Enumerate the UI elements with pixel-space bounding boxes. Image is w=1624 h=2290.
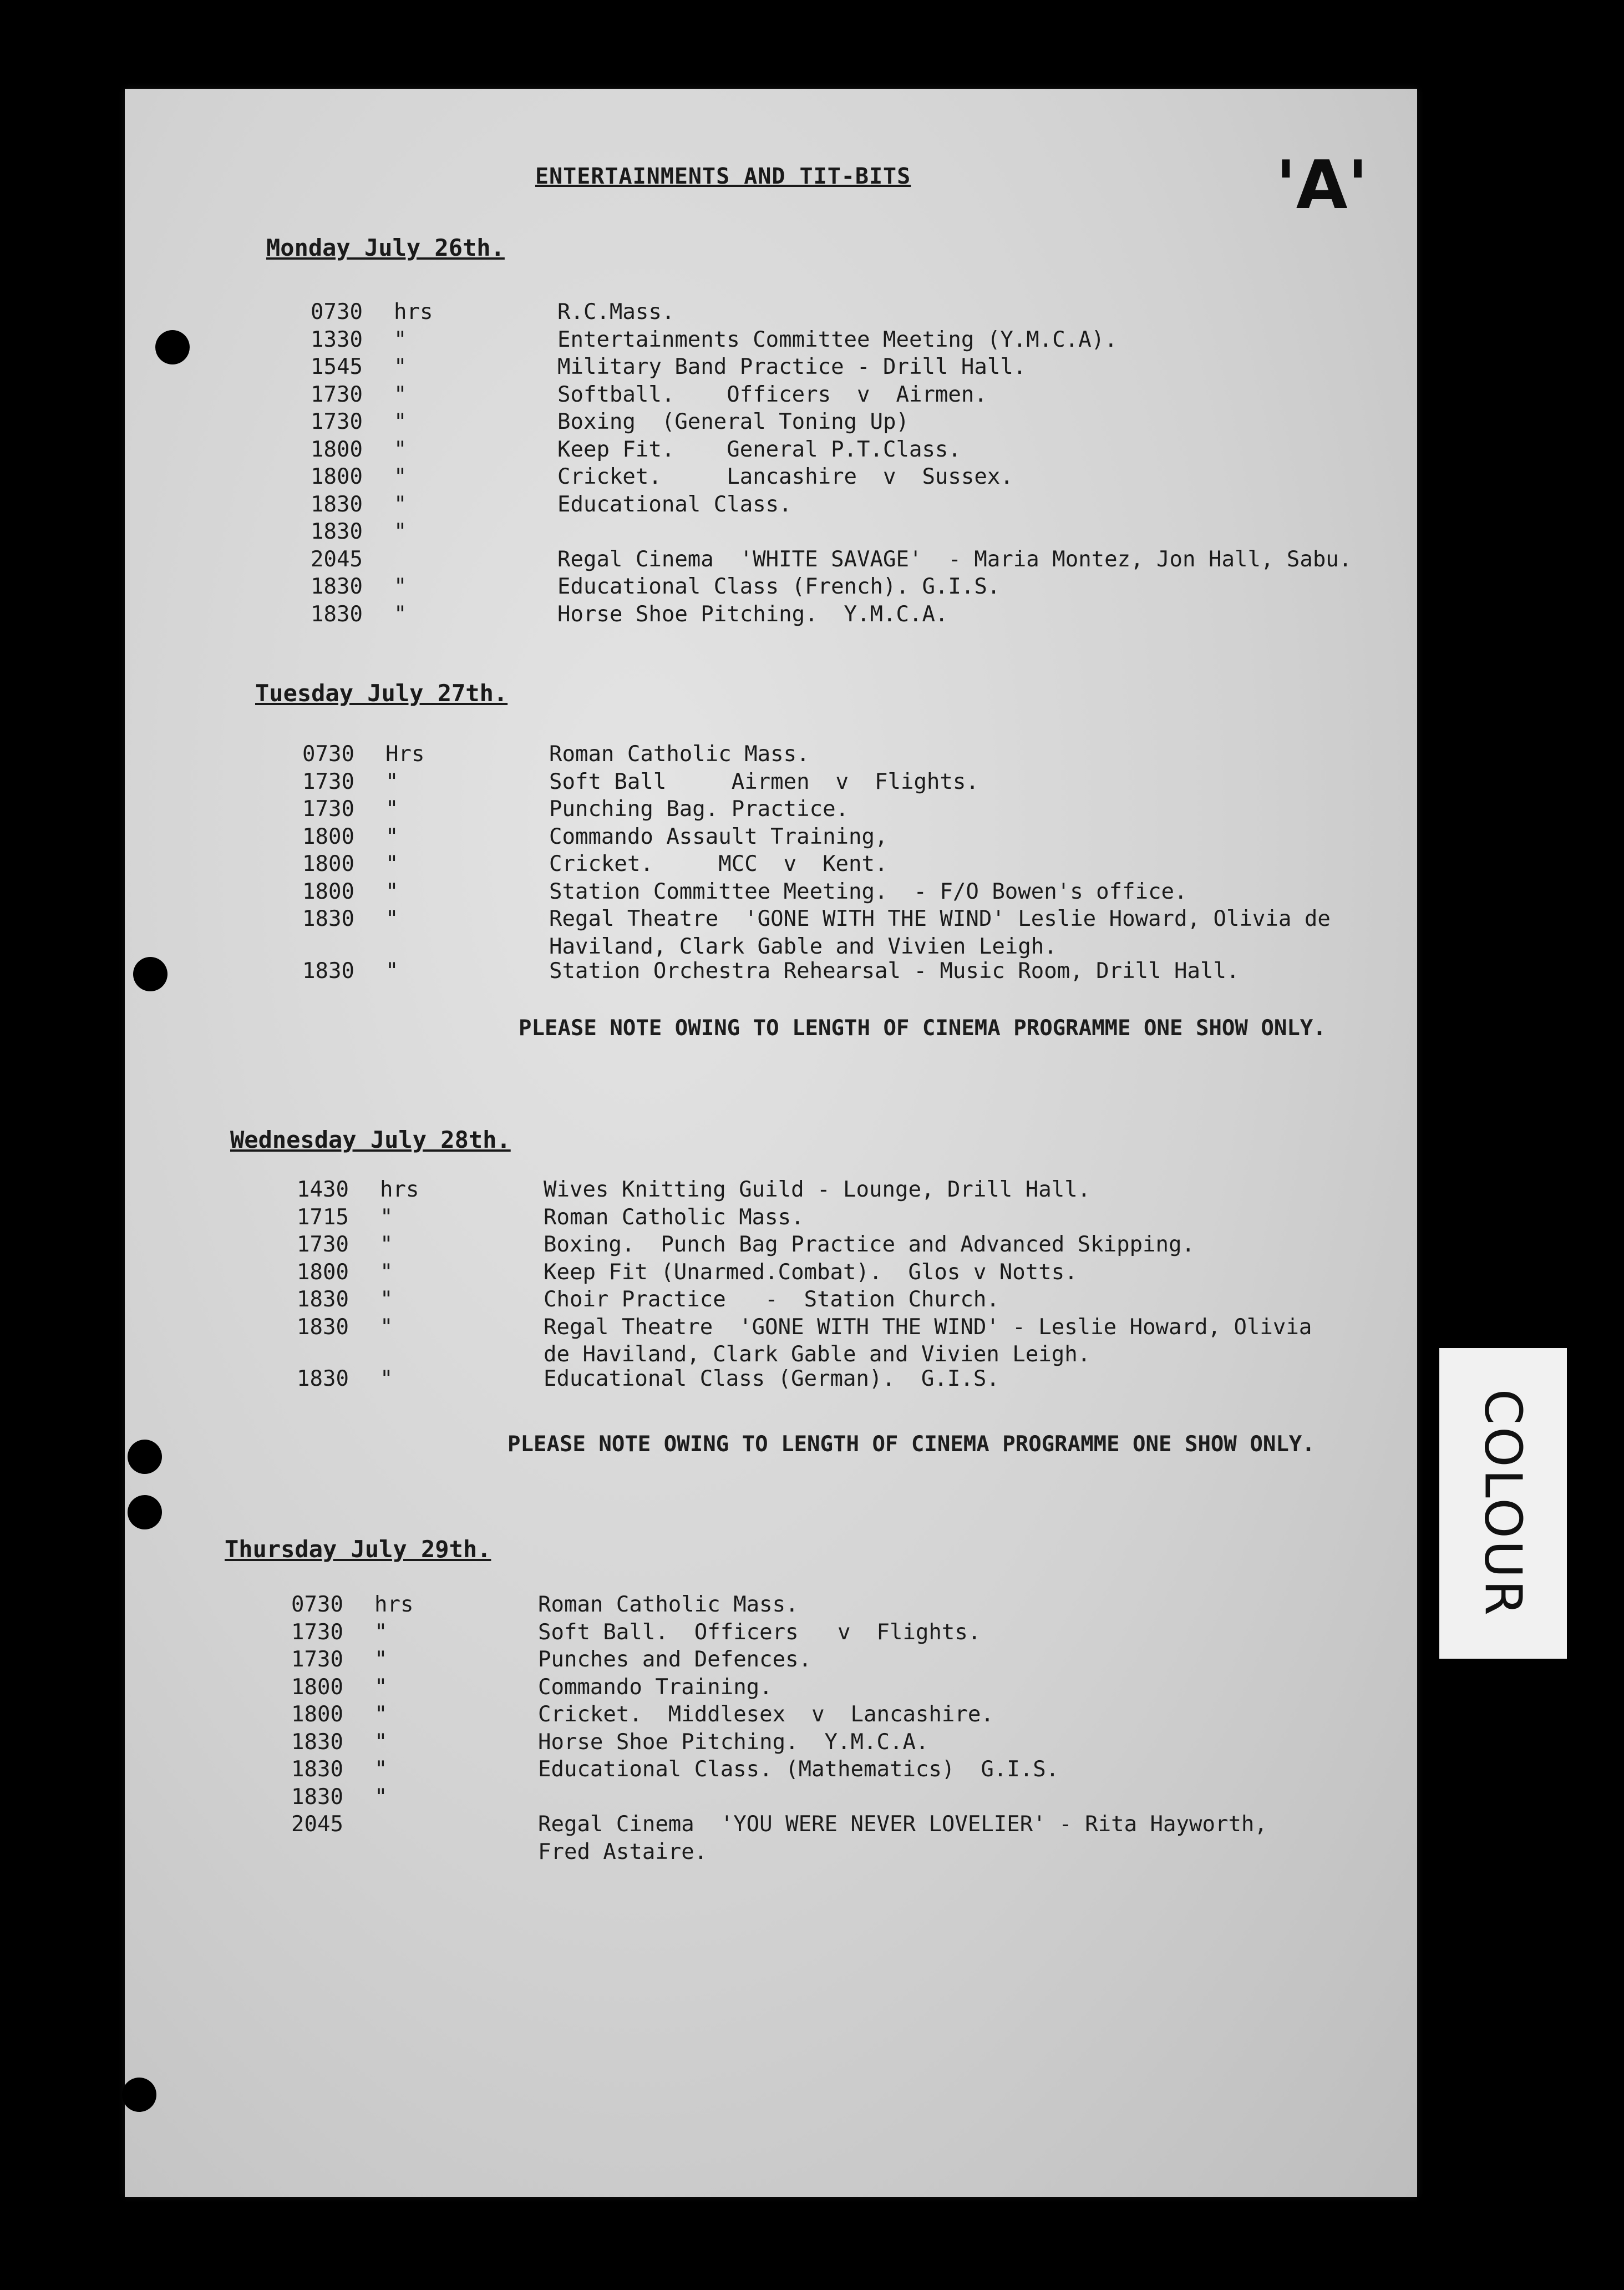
entry-event: Keep Fit. General P.T.Class. — [557, 437, 961, 462]
schedule-list-tuesday — [302, 742, 1331, 986]
entry-time: 1545 — [311, 354, 363, 379]
day-heading-monday: Monday July 26th. — [266, 234, 505, 261]
entry-event: Punching Bag. Practice. — [549, 797, 849, 822]
entry-unit: " — [380, 1232, 393, 1257]
entry-time: 1830 — [311, 492, 363, 517]
schedule-row — [297, 1366, 1312, 1394]
entry-event: Softball. Officers v Airmen. — [557, 382, 987, 407]
schedule-list-wednesday — [297, 1177, 1312, 1394]
entry-unit: " — [394, 519, 407, 544]
punch-hole — [122, 2078, 156, 2112]
schedule-row — [311, 300, 1352, 327]
entry-unit: " — [374, 1647, 388, 1672]
entry-event: Regal Theatre 'GONE WITH THE WIND' - Leslie Howard, Olivia — [544, 1314, 1312, 1340]
entry-unit: " — [374, 1619, 388, 1645]
entry-event: Cricket. MCC v Kent. — [549, 852, 888, 877]
entry-event: Soft Ball Airmen v Flights. — [549, 769, 979, 794]
entry-event: Cricket. Lancashire v Sussex. — [557, 464, 1013, 489]
entry-event: Entertainments Committee Meeting (Y.M.C.A). — [557, 327, 1118, 352]
schedule-row — [302, 769, 1331, 797]
entry-unit: " — [385, 852, 399, 877]
entry-event: Commando Training. — [538, 1674, 773, 1700]
entry-time: 1730 — [291, 1647, 343, 1672]
schedule-row — [311, 464, 1352, 492]
entry-event: Choir Practice - Station Church. — [544, 1287, 999, 1312]
colour-label-text: COLOUR — [1473, 1389, 1533, 1618]
schedule-row — [311, 327, 1352, 355]
entry-event: Regal Theatre 'GONE WITH THE WIND' Leslie Howard, Olivia de — [549, 906, 1331, 931]
entry-unit: " — [385, 958, 399, 984]
entry-event: Haviland, Clark Gable and Vivien Leigh. — [549, 934, 1057, 959]
schedule-row-continuation — [302, 934, 1331, 959]
schedule-list-monday — [311, 300, 1352, 629]
schedule-row — [311, 602, 1352, 630]
entry-unit: " — [385, 906, 399, 931]
entry-unit: " — [394, 601, 407, 627]
day-heading-tuesday: Tuesday July 27th. — [255, 680, 508, 707]
entry-time: 1830 — [291, 1757, 343, 1782]
day-heading-wednesday: Wednesday July 28th. — [230, 1126, 511, 1153]
schedule-row — [302, 959, 1331, 986]
entry-event: Regal Cinema 'YOU WERE NEVER LOVELIER' - Rita Hayworth, — [538, 1812, 1267, 1837]
entry-event: Roman Catholic Mass. — [549, 742, 810, 767]
entry-unit: hrs — [374, 1592, 414, 1617]
entry-unit: hrs — [394, 300, 433, 325]
punch-hole — [128, 1495, 162, 1529]
entry-time: 1830 — [302, 906, 354, 931]
schedule-row — [297, 1177, 1312, 1205]
entry-unit: " — [380, 1259, 393, 1285]
schedule-row — [311, 574, 1352, 602]
entry-time: 1800 — [291, 1702, 343, 1727]
entry-time: 1830 — [297, 1287, 349, 1312]
entry-event: Cricket. Middlesex v Lancashire. — [538, 1702, 994, 1727]
entry-unit: " — [380, 1204, 393, 1230]
entry-time: 1430 — [297, 1177, 349, 1202]
schedule-row — [302, 742, 1331, 769]
entry-event: Horse Shoe Pitching. Y.M.C.A. — [538, 1729, 929, 1755]
schedule-row — [311, 437, 1352, 465]
entry-unit: " — [385, 824, 399, 849]
entry-event: Educational Class. — [557, 492, 792, 517]
entry-time: 1830 — [291, 1784, 343, 1810]
entry-unit: " — [394, 574, 407, 599]
entry-unit: " — [394, 354, 407, 379]
schedule-row — [291, 1592, 1267, 1620]
schedule-row — [291, 1620, 1267, 1648]
punch-hole — [133, 957, 168, 991]
schedule-note: PLEASE NOTE OWING TO LENGTH OF CINEMA PROGRAMME ONE SHOW ONLY. — [507, 1432, 1315, 1457]
entry-event: Fred Astaire. — [538, 1839, 708, 1865]
document-page — [125, 89, 1417, 2197]
schedule-row — [297, 1260, 1312, 1288]
entry-time: 1730 — [302, 769, 354, 794]
schedule-row — [311, 354, 1352, 382]
schedule-row — [297, 1205, 1312, 1233]
entry-time: 1715 — [297, 1204, 349, 1230]
entry-unit: " — [385, 769, 399, 794]
entry-event: Educational Class. (Mathematics) G.I.S. — [538, 1757, 1059, 1782]
entry-time: 1800 — [311, 437, 363, 462]
entry-time: 1730 — [291, 1619, 343, 1645]
punch-hole — [128, 1440, 162, 1474]
entry-time: 0730 — [291, 1592, 343, 1617]
entry-event: de Haviland, Clark Gable and Vivien Leigh. — [544, 1342, 1091, 1367]
schedule-row — [302, 879, 1331, 907]
schedule-row — [311, 519, 1352, 547]
entry-unit: " — [380, 1314, 393, 1340]
entry-event: Regal Cinema 'WHITE SAVAGE' - Maria Montez, Jon Hall, Sabu. — [557, 546, 1352, 572]
entry-time: 1730 — [311, 409, 363, 434]
entry-time: 1800 — [302, 879, 354, 904]
entry-event: Punches and Defences. — [538, 1647, 812, 1672]
entry-time: 1830 — [297, 1366, 349, 1391]
schedule-row — [291, 1730, 1267, 1757]
entry-time: 1800 — [291, 1674, 343, 1700]
schedule-row-continuation — [291, 1840, 1267, 1864]
entry-event: Station Orchestra Rehearsal - Music Room, Drill Hall. — [549, 958, 1240, 984]
entry-unit: " — [394, 327, 407, 352]
punch-hole — [155, 330, 190, 364]
entry-time: 1800 — [302, 824, 354, 849]
entry-unit: " — [374, 1702, 388, 1727]
entry-event: Horse Shoe Pitching. Y.M.C.A. — [557, 601, 948, 627]
entry-event: Station Committee Meeting. - F/O Bowen's office. — [549, 879, 1187, 904]
entry-time: 1830 — [311, 601, 363, 627]
schedule-row — [302, 852, 1331, 879]
entry-unit: " — [385, 797, 399, 822]
schedule-row — [302, 797, 1331, 824]
schedule-row — [291, 1702, 1267, 1730]
entry-unit: hrs — [380, 1177, 419, 1202]
entry-time: 1730 — [302, 797, 354, 822]
entry-event: Wives Knitting Guild - Lounge, Drill Hall. — [544, 1177, 1091, 1202]
entry-event: Roman Catholic Mass. — [538, 1592, 799, 1617]
entry-unit: " — [380, 1366, 393, 1391]
entry-unit: " — [394, 492, 407, 517]
schedule-row — [297, 1315, 1312, 1342]
entry-time: 1800 — [311, 464, 363, 489]
schedule-row-continuation — [297, 1342, 1312, 1366]
entry-unit: " — [374, 1784, 388, 1810]
annex-mark: 'A' — [1276, 147, 1368, 224]
entry-event: Educational Class (German). G.I.S. — [544, 1366, 999, 1391]
schedule-row — [297, 1232, 1312, 1260]
entry-time: 1730 — [311, 382, 363, 407]
schedule-row — [291, 1757, 1267, 1785]
schedule-row — [291, 1785, 1267, 1812]
schedule-row — [302, 824, 1331, 852]
schedule-row — [297, 1287, 1312, 1315]
entry-time: 1830 — [311, 574, 363, 599]
entry-event: R.C.Mass. — [557, 300, 675, 325]
colour-label — [1439, 1348, 1567, 1659]
entry-unit: Hrs — [385, 742, 425, 767]
entry-time: 1800 — [302, 852, 354, 877]
entry-unit: " — [374, 1674, 388, 1700]
entry-time: 1830 — [291, 1729, 343, 1755]
entry-unit: " — [374, 1729, 388, 1755]
schedule-list-thursday — [291, 1592, 1267, 1864]
document-title: ENTERTAINMENTS AND TIT-BITS — [535, 164, 911, 189]
entry-event: Military Band Practice - Drill Hall. — [557, 354, 1027, 379]
schedule-row — [291, 1675, 1267, 1703]
entry-time: 1830 — [302, 958, 354, 984]
entry-event: Commando Assault Training, — [549, 824, 888, 849]
entry-time: 1730 — [297, 1232, 349, 1257]
entry-event: Boxing (General Toning Up) — [557, 409, 909, 434]
entry-time: 0730 — [311, 300, 363, 325]
schedule-row — [291, 1647, 1267, 1675]
entry-event: Soft Ball. Officers v Flights. — [538, 1619, 981, 1645]
day-heading-thursday: Thursday July 29th. — [225, 1536, 491, 1563]
entry-event: Boxing. Punch Bag Practice and Advanced Skipping. — [544, 1232, 1195, 1257]
entry-event: Roman Catholic Mass. — [544, 1204, 804, 1230]
entry-time: 1800 — [297, 1259, 349, 1285]
entry-unit: " — [394, 437, 407, 462]
schedule-row — [311, 382, 1352, 410]
schedule-row — [291, 1812, 1267, 1840]
entry-event: Educational Class (French). G.I.S. — [557, 574, 1001, 599]
entry-unit: " — [394, 464, 407, 489]
entry-time: 1830 — [311, 519, 363, 544]
entry-unit: " — [394, 382, 407, 407]
entry-unit: " — [385, 879, 399, 904]
schedule-note: PLEASE NOTE OWING TO LENGTH OF CINEMA PROGRAMME ONE SHOW ONLY. — [519, 1016, 1326, 1041]
entry-time: 0730 — [302, 742, 354, 767]
schedule-row — [311, 492, 1352, 520]
entry-time: 2045 — [291, 1812, 343, 1837]
entry-time: 1830 — [297, 1314, 349, 1340]
entry-time: 2045 — [311, 546, 363, 572]
entry-time: 1330 — [311, 327, 363, 352]
entry-unit: " — [374, 1757, 388, 1782]
entry-event: Keep Fit (Unarmed.Combat). Glos v Notts. — [544, 1259, 1078, 1285]
entry-unit: " — [380, 1287, 393, 1312]
schedule-row — [311, 409, 1352, 437]
schedule-row — [311, 547, 1352, 575]
schedule-row — [302, 906, 1331, 934]
entry-unit: " — [394, 409, 407, 434]
